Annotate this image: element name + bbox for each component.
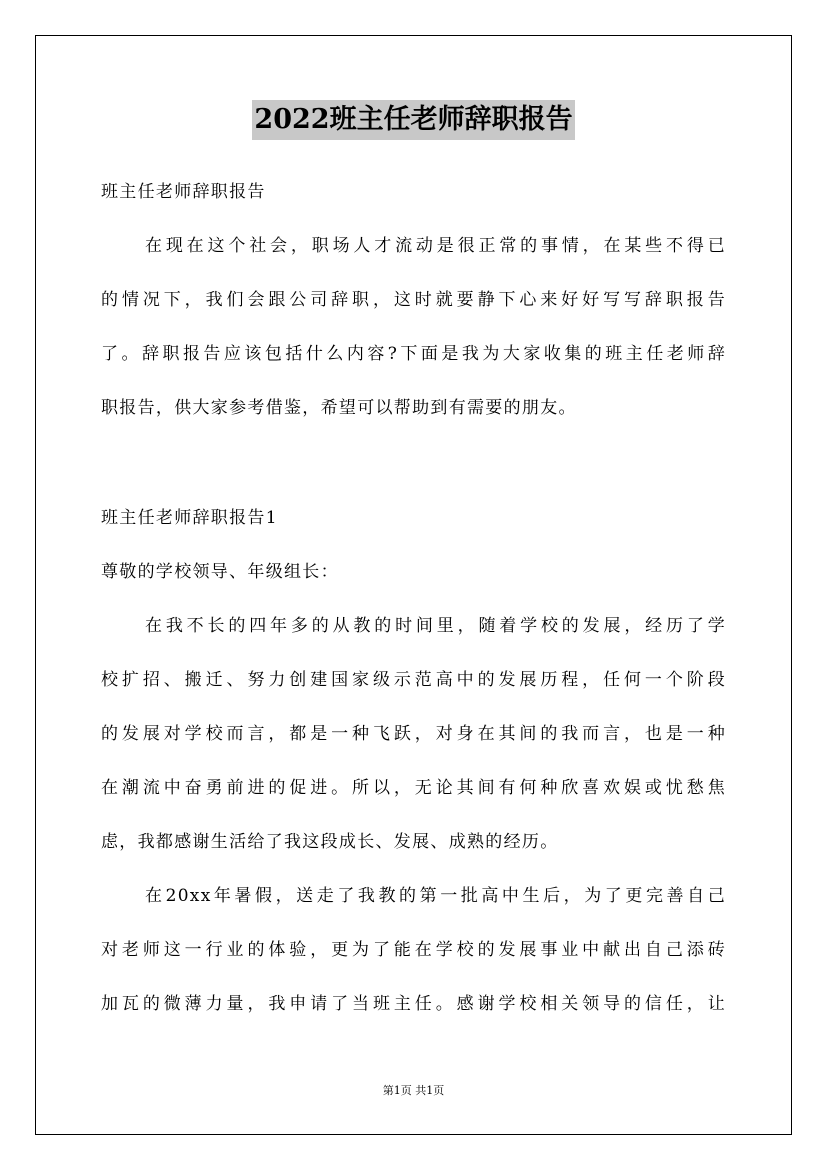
paragraph-line: 在我不长的四年多的从教的时间里，随着学校的发展，经历了学 <box>145 616 726 636</box>
paragraph-line: 在现在这个社会，职场人才流动是很正常的事情，在某些不得已 <box>145 236 726 256</box>
paragraph-line: 的发展对学校而言，都是一种飞跃，对身在其间的我而言，也是一种 <box>101 724 726 744</box>
paragraph-line: 的情况下，我们会跟公司辞职，这时就要静下心来好好写写辞职报告 <box>101 290 726 310</box>
paragraph-line: 职报告，供大家参考借鉴，希望可以帮助到有需要的朋友。 <box>101 398 577 418</box>
paragraph-line: 虑，我都感谢生活给了我这段成长、发展、成熟的经历。 <box>101 832 559 852</box>
paragraph-line: 在20xx年暑假，送走了我教的第一批高中生后，为了更完善自己 <box>145 886 726 906</box>
paragraph-line: 在潮流中奋勇前进的促进。所以，无论其间有何种欣喜欢娱或忧愁焦 <box>101 778 726 798</box>
paragraph-line: 校扩招、搬迁、努力创建国家级示范高中的发展历程，任何一个阶段 <box>101 670 726 690</box>
title-container <box>0 100 827 140</box>
paragraph-line: 了。辞职报告应该包括什么内容?下面是我为大家收集的班主任老师辞 <box>101 344 726 364</box>
page-footer: 第1页 共1页 <box>382 1084 445 1097</box>
salutation: 尊敬的学校领导、年级组长： <box>101 562 339 582</box>
paragraph-line: 对老师这一行业的体验，更为了能在学校的发展事业中献出自己添砖 <box>101 940 726 960</box>
section-heading: 班主任老师辞职报告1 <box>101 508 278 528</box>
paragraph-line: 加瓦的微薄力量，我申请了当班主任。感谢学校相关领导的信任，让 <box>101 994 726 1014</box>
subtitle: 班主任老师辞职报告 <box>101 182 266 202</box>
document-title: 2022班主任老师辞职报告 <box>252 100 574 140</box>
